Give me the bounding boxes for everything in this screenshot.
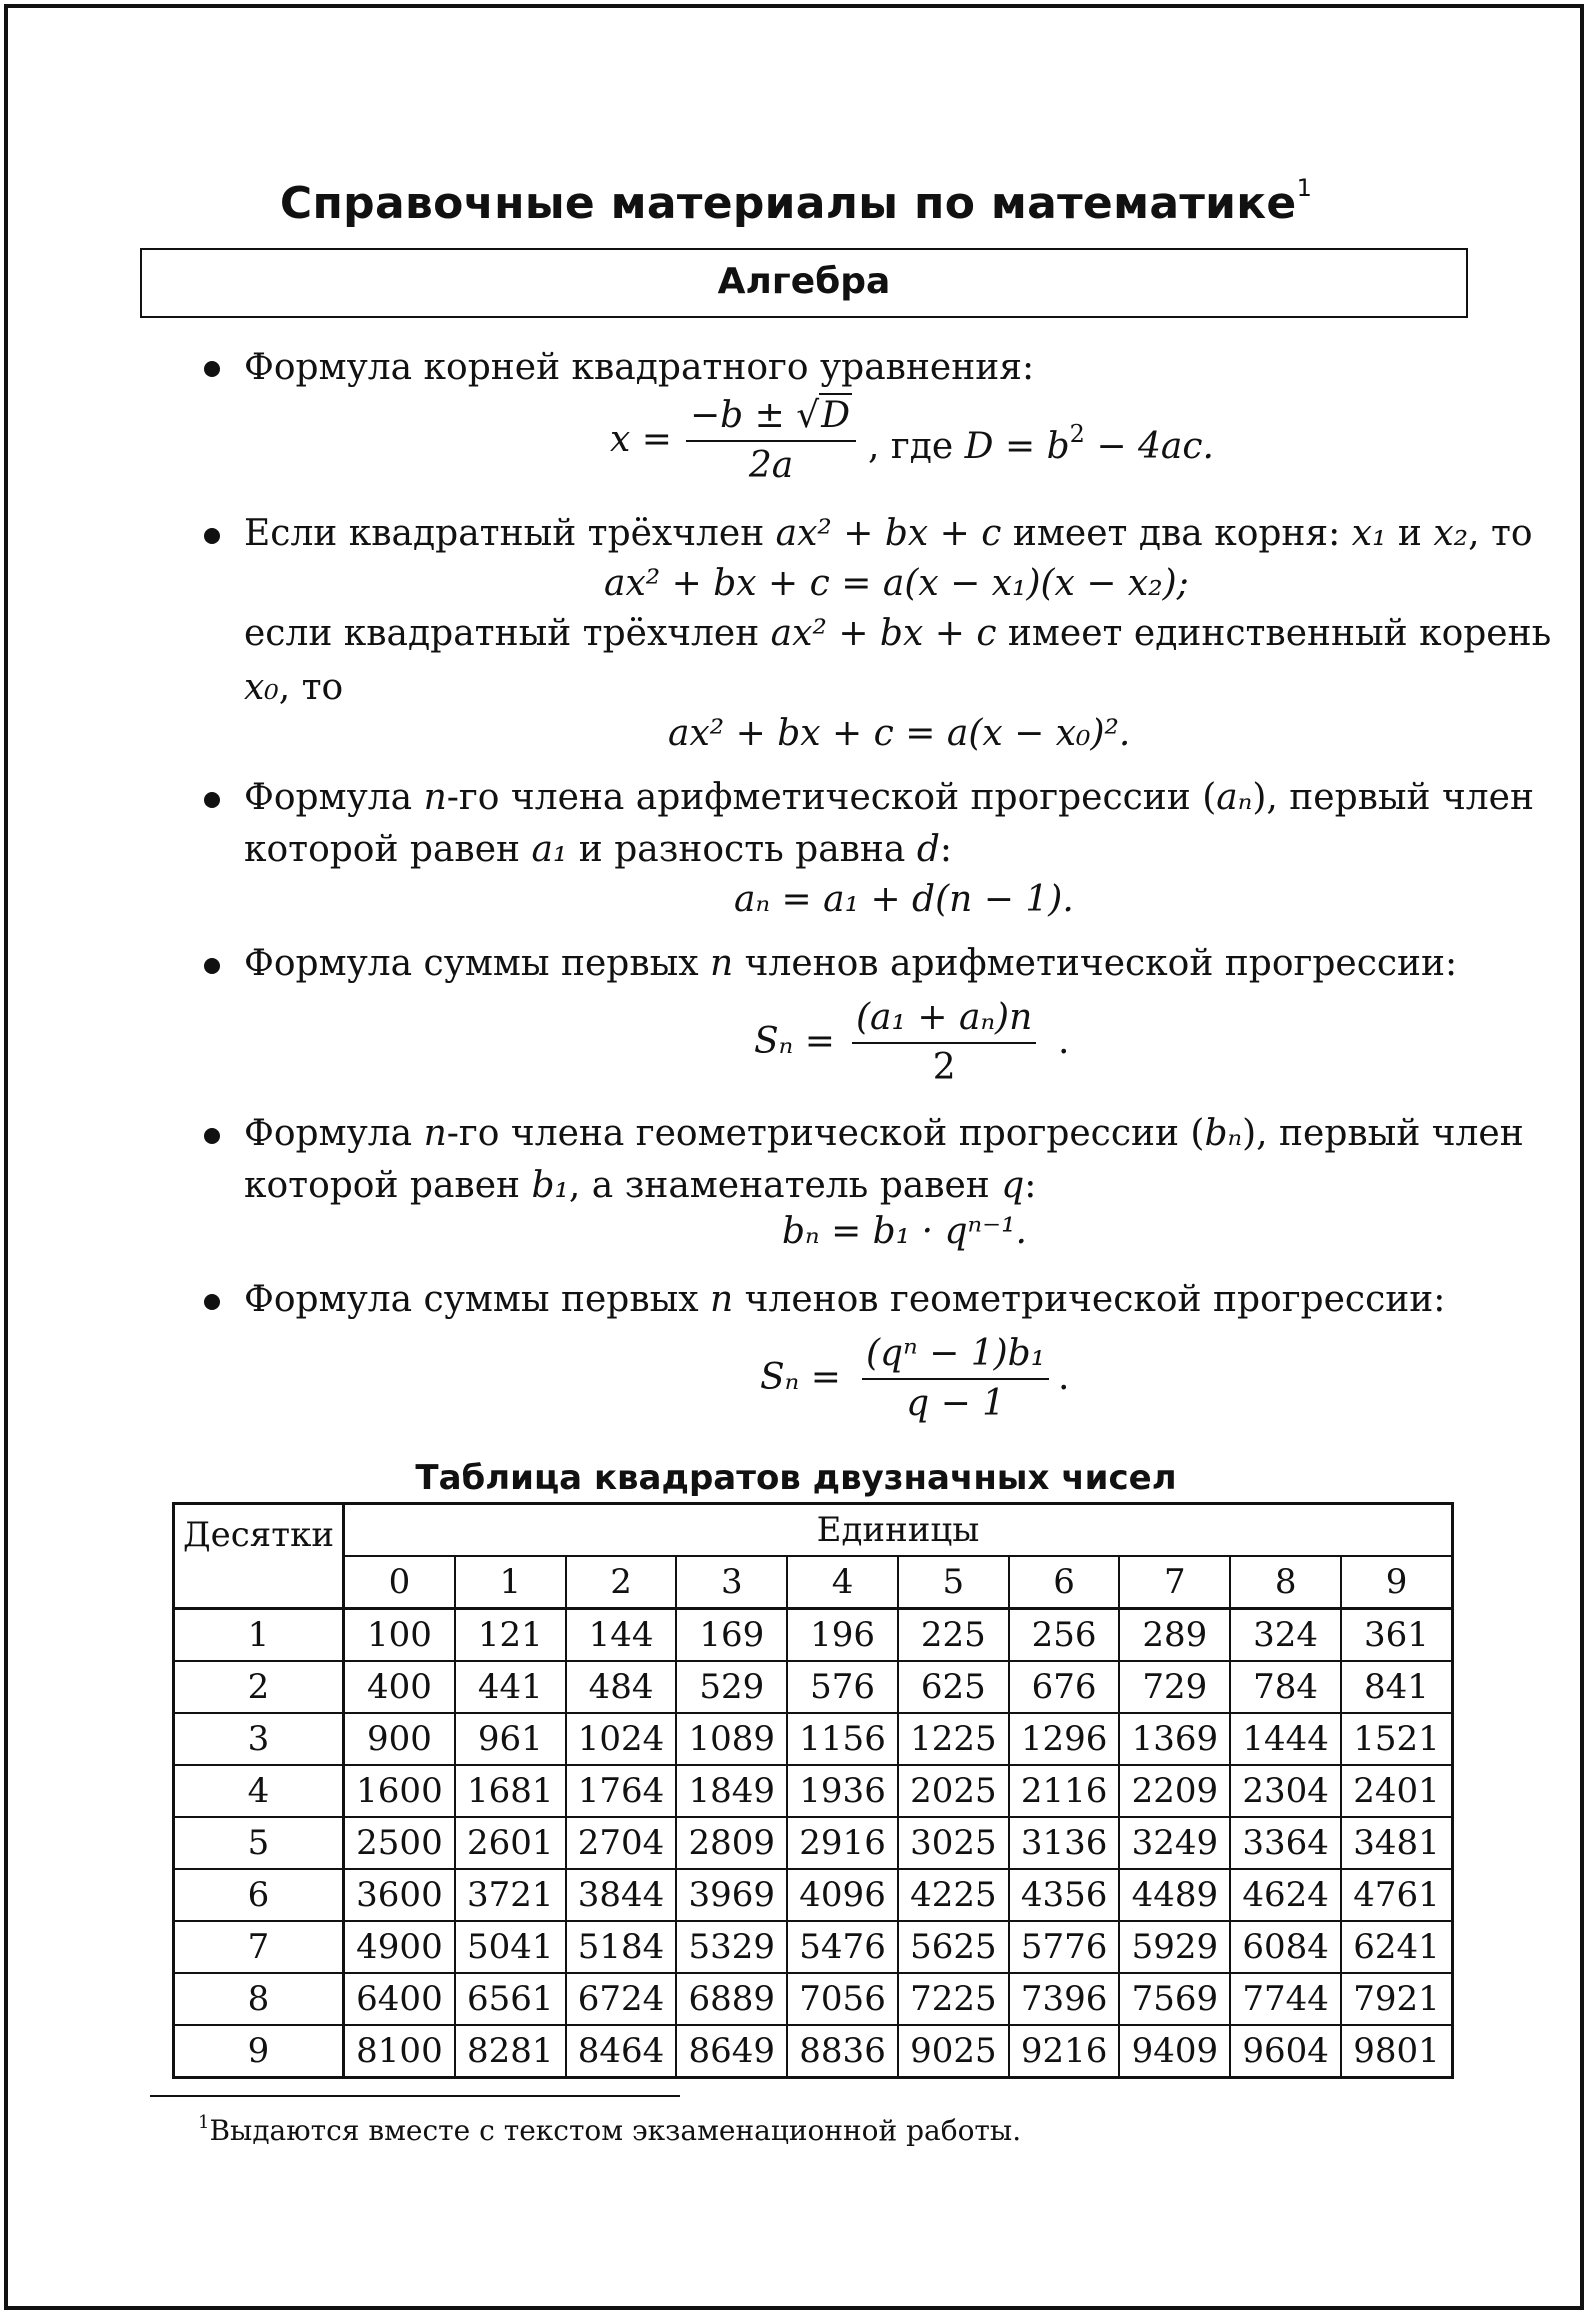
bullet-geom-nth	[204, 1128, 220, 1144]
table-cell: 2704	[566, 1817, 677, 1869]
table-cell: 2809	[676, 1817, 787, 1869]
unit-digit-header: 6	[1009, 1556, 1120, 1609]
table-row	[174, 1921, 1453, 1973]
table-row	[174, 1869, 1453, 1921]
table-cell: 196	[787, 1609, 898, 1662]
tens-header: Десятки	[174, 1504, 344, 1609]
table-row	[174, 2025, 1453, 2078]
table-row	[174, 1661, 1453, 1713]
table-cell: 100	[344, 1609, 455, 1662]
table-cell: 441	[455, 1661, 566, 1713]
unit-digit-header: 8	[1230, 1556, 1341, 1609]
quadratic-roots-lhs: x =	[610, 419, 672, 460]
units-header: Единицы	[344, 1504, 1453, 1557]
table-cell: 8836	[787, 2025, 898, 2078]
factorization-formula-single-root: ax² + bx + c = a(x − x₀)².	[668, 713, 1131, 754]
table-row	[174, 1609, 1453, 1662]
table-cell: 4356	[1009, 1869, 1120, 1921]
table-row	[174, 1713, 1453, 1765]
table-cell: 144	[566, 1609, 677, 1662]
table-cell: 361	[1341, 1609, 1452, 1662]
quadratic-roots-discriminant: , где $D = b^2 - 4ac$.	[868, 420, 1214, 467]
table-cell: 8100	[344, 2025, 455, 2078]
section-heading-algebra: Алгебра	[140, 248, 1468, 318]
tens-digit: 1	[174, 1609, 344, 1662]
unit-digit-header: 4	[787, 1556, 898, 1609]
tens-digit: 8	[174, 1973, 344, 2025]
table-row	[174, 1765, 1453, 1817]
table-cell: 8649	[676, 2025, 787, 2078]
table-cell: 625	[898, 1661, 1009, 1713]
table-cell: 4624	[1230, 1869, 1341, 1921]
table-cell: 961	[455, 1713, 566, 1765]
tens-digit: 4	[174, 1765, 344, 1817]
table-cell: 4096	[787, 1869, 898, 1921]
table-cell: 2401	[1341, 1765, 1452, 1817]
quadratic-roots-intro: Формула корней квадратного уравнения:	[244, 347, 1035, 388]
table-cell: 1024	[566, 1713, 677, 1765]
unit-digit-header: 3	[676, 1556, 787, 1609]
table-cell: 1521	[1341, 1713, 1452, 1765]
table-cell: 2025	[898, 1765, 1009, 1817]
table-cell: 256	[1009, 1609, 1120, 1662]
table-cell: 3249	[1119, 1817, 1230, 1869]
geom-sum-fraction: $\frac{\text{(qⁿ − 1)b₁}}{q - 1}$	[862, 1336, 1049, 1422]
arith-nth-line-2: которой равен a₁ и разность равна d:	[244, 829, 953, 870]
arith-sum-lhs: Sₙ =	[754, 1021, 835, 1062]
table-cell: 784	[1230, 1661, 1341, 1713]
table-cell: 1681	[455, 1765, 566, 1817]
quadratic-roots-fraction: $\frac{-b \pm √D}{2a}$	[686, 398, 856, 484]
table-cell: 169	[676, 1609, 787, 1662]
table-cell: 400	[344, 1661, 455, 1713]
table-cell: 9801	[1341, 2025, 1452, 2078]
table-cell: 2500	[344, 1817, 455, 1869]
table-row	[174, 1817, 1453, 1869]
geom-nth-formula: bₙ = b₁ · qⁿ⁻¹.	[782, 1211, 1028, 1252]
title-footnote-mark: 1	[1296, 174, 1313, 202]
table-cell: 900	[344, 1713, 455, 1765]
table-cell: 5929	[1119, 1921, 1230, 1973]
table-cell: 6889	[676, 1973, 787, 2025]
table-cell: 5776	[1009, 1921, 1120, 1973]
geom-sum-lhs: Sₙ =	[760, 1357, 841, 1398]
bullet-quadratic-roots	[204, 361, 220, 377]
table-cell: 5041	[455, 1921, 566, 1973]
table-cell: 4225	[898, 1869, 1009, 1921]
table-cell: 1369	[1119, 1713, 1230, 1765]
footnote	[198, 2112, 1021, 2147]
geom-nth-line-1: Формула n-го члена геометрической прогрессии (bₙ), первый член	[244, 1113, 1524, 1154]
table-header-row	[174, 1504, 1453, 1557]
unit-digit-header: 0	[344, 1556, 455, 1609]
bullet-arith-nth	[204, 792, 220, 808]
table-cell: 729	[1119, 1661, 1230, 1713]
factorization-formula-two-roots: ax² + bx + c = a(x − x₁)(x − x₂);	[604, 563, 1189, 604]
table-cell: 7744	[1230, 1973, 1341, 2025]
arith-sum-line-1: Формула суммы первых n членов арифметической прогрессии:	[244, 943, 1458, 984]
table-cell: 676	[1009, 1661, 1120, 1713]
factorization-line-3: если квадратный трёхчлен ax² + bx + c имеет единственный корень	[244, 613, 1552, 654]
table-cell: 484	[566, 1661, 677, 1713]
bullet-geom-sum	[204, 1294, 220, 1310]
footnote-text: Выдаются вместе с текстом экзаменационной работы.	[209, 2114, 1022, 2147]
tens-digit: 2	[174, 1661, 344, 1713]
factorization-line-1: Если квадратный трёхчлен ax² + bx + c имеет два корня: x₁ и x₂, то	[244, 513, 1533, 554]
table-cell: 6724	[566, 1973, 677, 2025]
table-cell: 1156	[787, 1713, 898, 1765]
table-row	[174, 1973, 1453, 2025]
table-cell: 2116	[1009, 1765, 1120, 1817]
table-cell: 3969	[676, 1869, 787, 1921]
table-cell: 7921	[1341, 1973, 1452, 2025]
table-cell: 3025	[898, 1817, 1009, 1869]
table-cell: 1849	[676, 1765, 787, 1817]
page-title: Справочные материалы по математике$^1$	[279, 174, 1313, 229]
table-cell: 9025	[898, 2025, 1009, 2078]
table-cell: 4761	[1341, 1869, 1452, 1921]
table-cell: 5329	[676, 1921, 787, 1973]
squares-table	[172, 1502, 1454, 2079]
table-cell: 289	[1119, 1609, 1230, 1662]
table-cell: 6241	[1341, 1921, 1452, 1973]
sqrt-symbol: √D	[796, 395, 851, 436]
table-digits-row	[174, 1556, 1453, 1609]
table-cell: 2209	[1119, 1765, 1230, 1817]
unit-digit-header: 5	[898, 1556, 1009, 1609]
table-cell: 3600	[344, 1869, 455, 1921]
table-cell: 3364	[1230, 1817, 1341, 1869]
table-cell: 5476	[787, 1921, 898, 1973]
unit-digit-header: 1	[455, 1556, 566, 1609]
table-cell: 1764	[566, 1765, 677, 1817]
table-cell: 7396	[1009, 1973, 1120, 2025]
footnote-mark: 1	[198, 2112, 210, 2133]
table-cell: 1600	[344, 1765, 455, 1817]
table-cell: 225	[898, 1609, 1009, 1662]
tens-digit: 9	[174, 2025, 344, 2078]
geom-nth-line-2: которой равен b₁, а знаменатель равен q:	[244, 1165, 1037, 1206]
table-cell: 6400	[344, 1973, 455, 2025]
tens-digit: 7	[174, 1921, 344, 1973]
table-cell: 2601	[455, 1817, 566, 1869]
unit-digit-header: 2	[566, 1556, 677, 1609]
table-cell: 2916	[787, 1817, 898, 1869]
table-cell: 9604	[1230, 2025, 1341, 2078]
bullet-arith-sum	[204, 958, 220, 974]
table-cell: 324	[1230, 1609, 1341, 1662]
factorization-line-4: x₀, то	[244, 667, 344, 708]
table-cell: 1089	[676, 1713, 787, 1765]
table-cell: 9216	[1009, 2025, 1120, 2078]
table-cell: 4489	[1119, 1869, 1230, 1921]
table-cell: 121	[455, 1609, 566, 1662]
table-title: Таблица квадратов двузначных чисел	[415, 1458, 1177, 1498]
geom-sum-period: .	[1058, 1357, 1070, 1398]
unit-digit-header: 9	[1341, 1556, 1452, 1609]
table-cell: 1936	[787, 1765, 898, 1817]
table-cell: 1444	[1230, 1713, 1341, 1765]
tens-digit: 5	[174, 1817, 344, 1869]
table-cell: 5184	[566, 1921, 677, 1973]
table-cell: 3844	[566, 1869, 677, 1921]
table-cell: 4900	[344, 1921, 455, 1973]
geom-sum-line-1: Формула суммы первых n членов геометрической прогрессии:	[244, 1279, 1446, 1320]
table-cell: 5625	[898, 1921, 1009, 1973]
table-cell: 841	[1341, 1661, 1452, 1713]
unit-digit-header: 7	[1119, 1556, 1230, 1609]
tens-digit: 6	[174, 1869, 344, 1921]
footnote-rule	[150, 2095, 680, 2097]
table-cell: 2304	[1230, 1765, 1341, 1817]
table-cell: 7056	[787, 1973, 898, 2025]
table-cell: 8281	[455, 2025, 566, 2078]
table-cell: 1225	[898, 1713, 1009, 1765]
table-cell: 6084	[1230, 1921, 1341, 1973]
table-cell: 3136	[1009, 1817, 1120, 1869]
table-cell: 529	[676, 1661, 787, 1713]
table-cell: 3481	[1341, 1817, 1452, 1869]
table-cell: 6561	[455, 1973, 566, 2025]
table-cell: 9409	[1119, 2025, 1230, 2078]
bullet-factorization	[204, 528, 220, 544]
table-cell: 576	[787, 1661, 898, 1713]
arith-sum-period: .	[1058, 1021, 1070, 1062]
arith-nth-formula: aₙ = a₁ + d(n − 1).	[734, 879, 1074, 920]
table-cell: 7225	[898, 1973, 1009, 2025]
table-cell: 3721	[455, 1869, 566, 1921]
tens-digit: 3	[174, 1713, 344, 1765]
table-cell: 8464	[566, 2025, 677, 2078]
table-cell: 1296	[1009, 1713, 1120, 1765]
arith-nth-line-1: Формула n-го члена арифметической прогрессии (aₙ), первый член	[244, 777, 1534, 818]
table-cell: 7569	[1119, 1973, 1230, 2025]
arith-sum-fraction: $\frac{\text{(a₁ + aₙ)n}}{2}$	[852, 1000, 1036, 1086]
